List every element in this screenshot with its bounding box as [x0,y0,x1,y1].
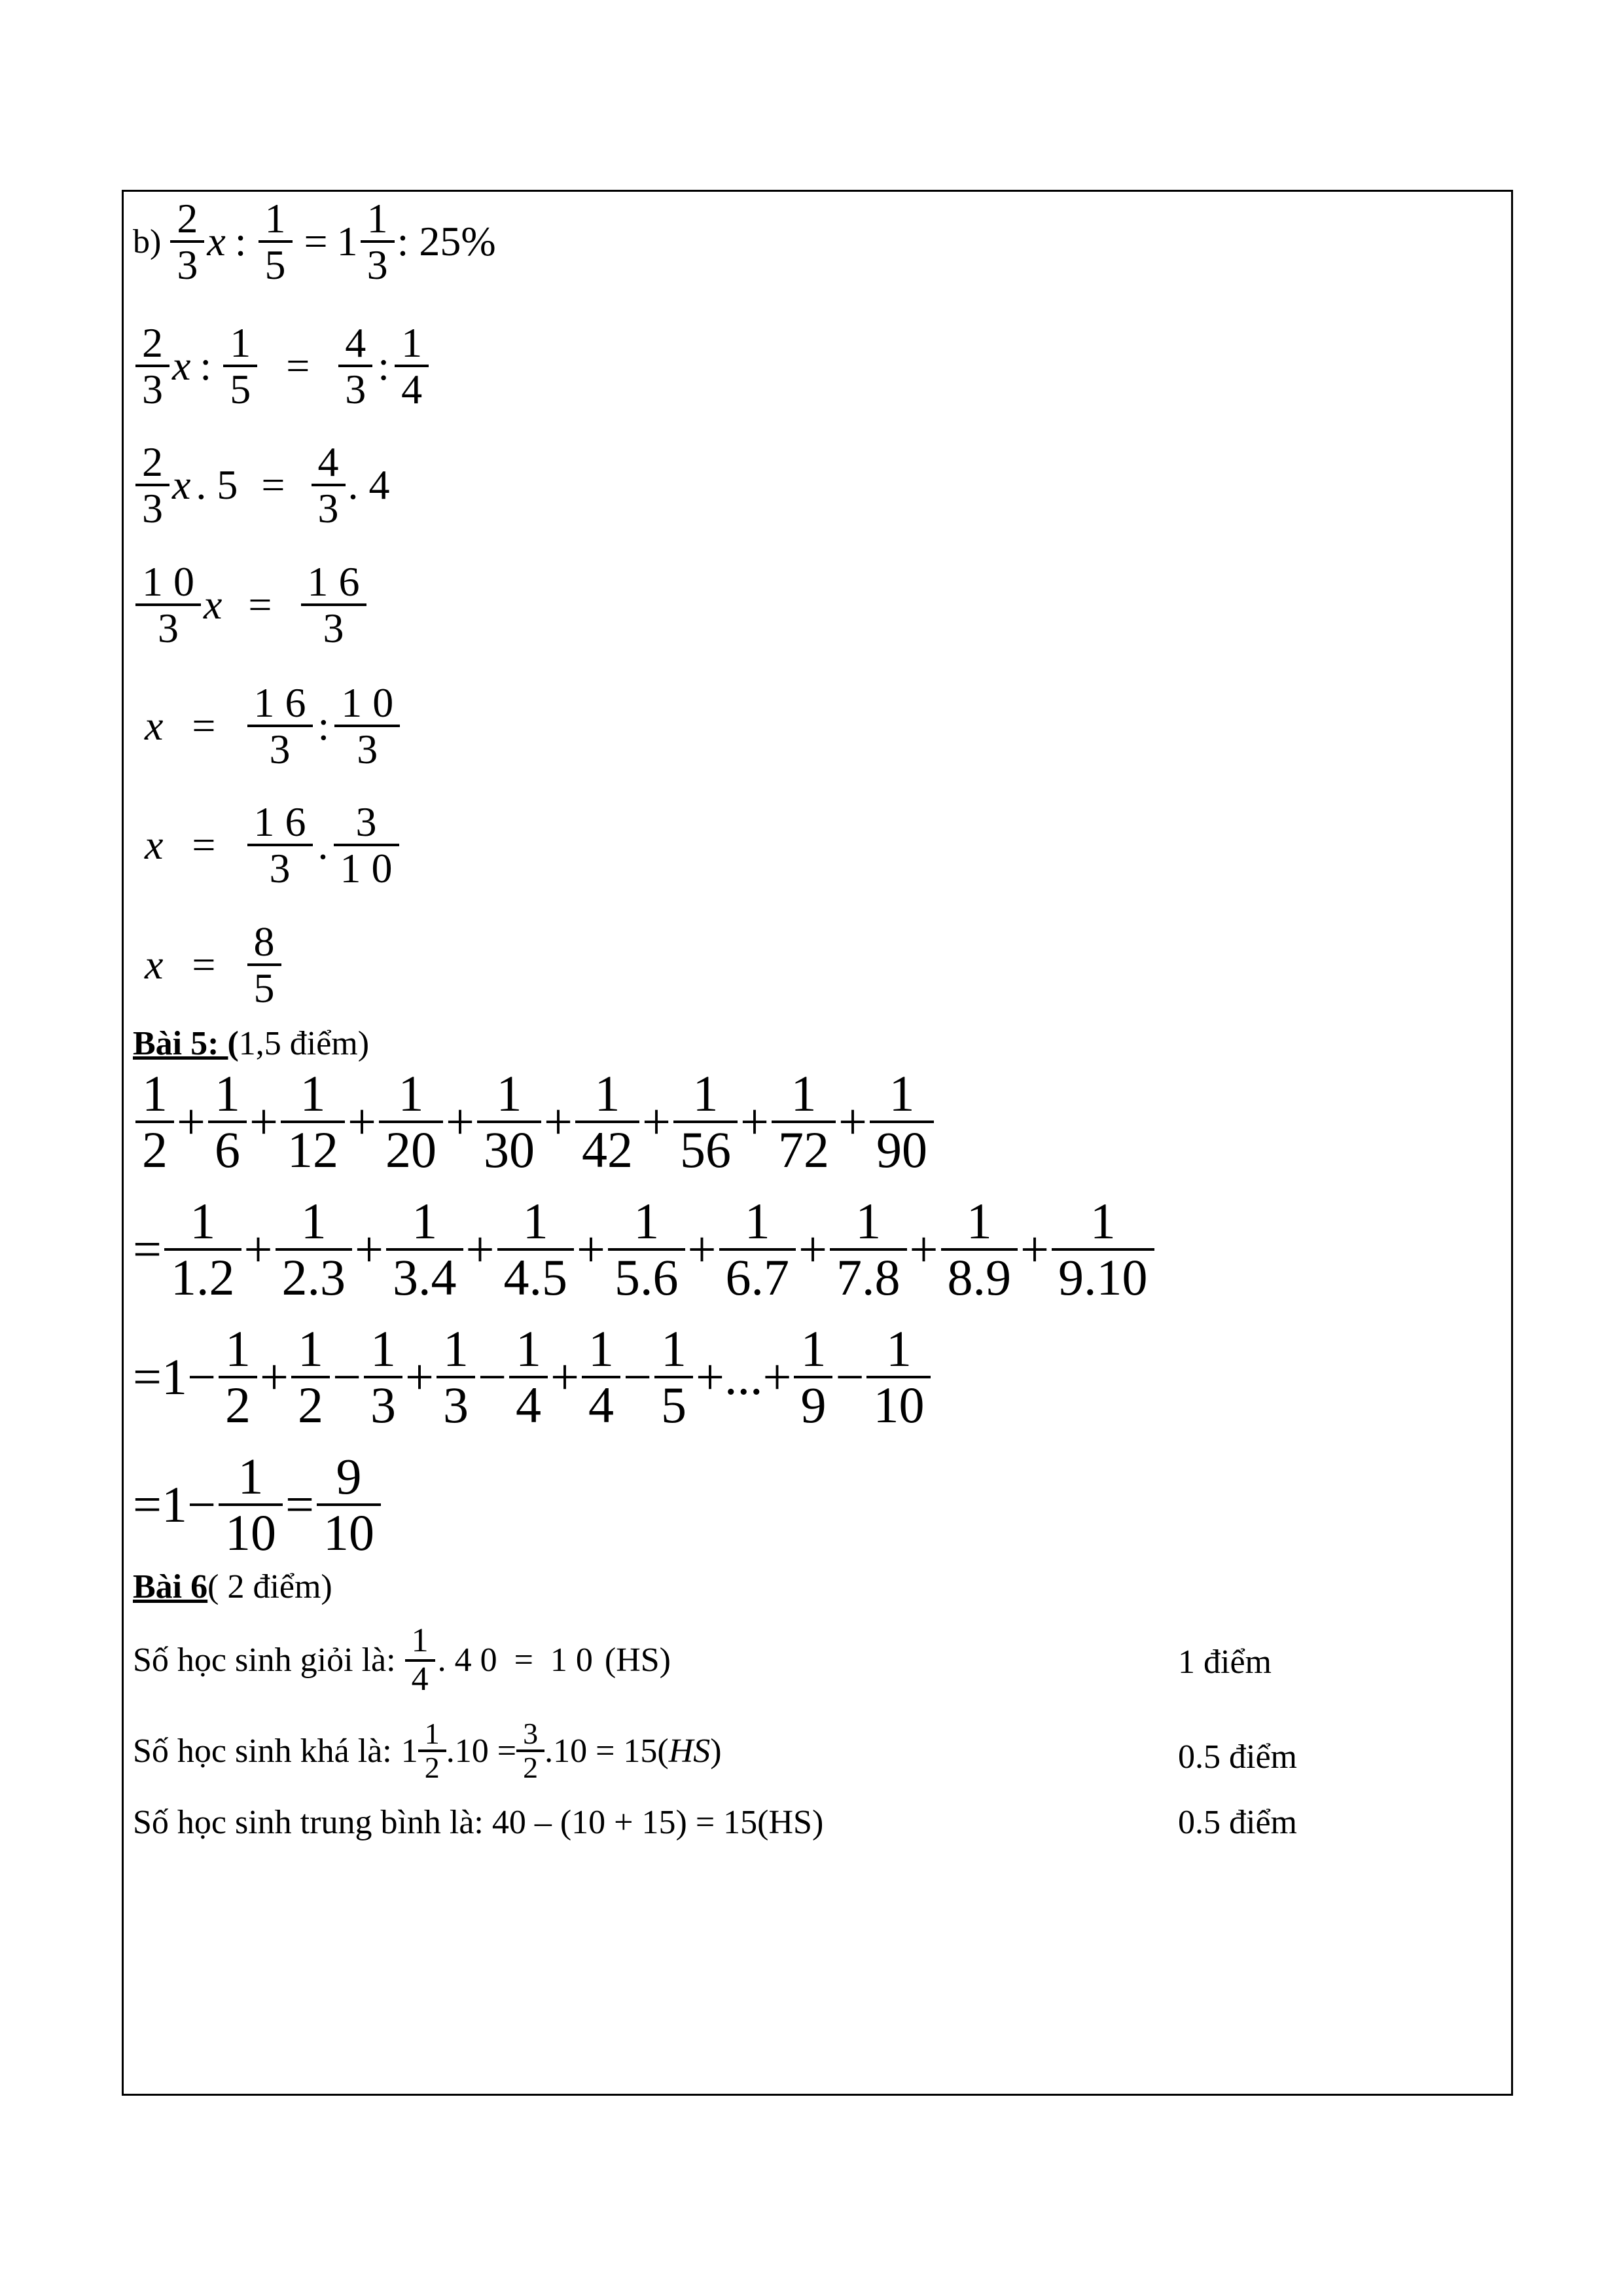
score-kha: 0.5 điểm [1178,1738,1297,1776]
fraction: $\frac{1}{20}$ [379,1067,443,1177]
fraction: $\frac{1}{10}$ [866,1322,931,1432]
fraction: $\frac{1 6}{3}$ [301,560,366,650]
fraction: $\frac{1}{3}$ [361,196,395,287]
lead-term: =1− [133,1475,216,1533]
bai5-row-2: = $\frac{1}{1.2}$ + $\frac{1}{2.3}$ + $\frac{1}{3.4}$ + $\frac{1}{4.5}$ + $\frac{1}{5.6}$ + $\frac{1}{6.7}$ + $\frac{1}{7.8}$ + $\frac{1}{8.9}$ + $\frac{1}{9.10}$ [133,1194,1157,1304]
equation-line-2 [133,321,431,411]
fraction: $\frac{1}{5}$ [654,1322,693,1432]
operator: . [317,821,329,869]
fraction: $\frac{1 6}{3}$ [247,681,313,771]
variable-x: x [172,461,191,509]
fraction: $\frac{8}{5}$ [247,920,281,1010]
operator: : [200,342,212,389]
multiplier: . 5 [196,461,238,509]
kha-line: Số học sinh khá là: 1 $\frac{1}{2}$ .10 = $\frac{3}{2}$ .10 = 15( HS ) [133,1717,722,1785]
fraction: $\frac{1}{5.6}$ [608,1194,685,1304]
fraction: $\frac{1}{2}$ [291,1322,330,1432]
fraction: $\frac{1}{6}$ [208,1067,247,1177]
operator: = [261,461,285,509]
operator: = [192,941,216,988]
fraction: $\frac{1}{4}$ [405,1623,435,1697]
ellipsis: +...+ [695,1348,792,1405]
fraction: $\frac{1}{4}$ [509,1322,548,1432]
lead-term: =1− [133,1348,216,1405]
fraction: $\frac{1}{56}$ [673,1067,738,1177]
fraction: $\frac{4}{3}$ [338,321,372,411]
fraction: $\frac{1}{72}$ [772,1067,836,1177]
variable-x: x [145,702,164,749]
bai5-row-3: =1− $\frac{1}{2}$ + $\frac{1}{2}$ − $\frac{1}{3}$ + $\frac{1}{3}$ − $\frac{1}{4}$ + $\frac{1}{4}$ − $\frac{1}{5}$ +...+ $\frac{1}{9}$ − $\frac{1}{10}$ [133,1322,933,1432]
operator: = [286,342,310,389]
fraction: $\frac{1}{5}$ [223,321,257,411]
tb-line [133,1803,823,1842]
equation-line-4 [133,560,369,650]
kha-expression: .10 = 15( [544,1732,669,1770]
fraction: $\frac{1}{30}$ [477,1067,541,1177]
equation-line-6 [133,800,402,890]
fraction: $\frac{1}{4}$ [395,321,429,411]
variable-x: x [172,342,191,389]
bai5-row-4 [133,1450,383,1560]
fraction: $\frac{1}{7.8}$ [830,1194,907,1304]
gioi-line [133,1623,671,1697]
operator: = [304,218,328,265]
fraction: $\frac{1}{3}$ [364,1322,402,1432]
fraction: $\frac{2}{3}$ [170,196,204,287]
bai6-title: Bài 6 [133,1568,208,1605]
variable-x: x [145,821,164,869]
bai5-title: Bài 5: ( [133,1025,239,1062]
operator: : [378,342,390,389]
tb-label: Số học sinh trung bình là: 40 – (10 + 15) = 15(HS) [133,1804,824,1841]
fraction: $\frac{1}{3.4}$ [386,1194,463,1304]
operator: = [192,821,216,869]
mixed-whole: 1 [401,1732,418,1770]
fraction: $\frac{1}{90}$ [870,1067,934,1177]
fraction: $\frac{1 0}{3}$ [334,681,400,771]
fraction: $\frac{1}{2.3}$ [276,1194,353,1304]
unit: (HS) [604,1641,671,1679]
fraction: $\frac{1}{4}$ [582,1322,620,1432]
operator: = [248,581,272,628]
fraction: $\frac{2}{3}$ [135,440,169,530]
bai5-points: 1,5 điểm) [238,1025,370,1062]
operator: = [285,1475,314,1533]
fraction: $\frac{1}{2}$ [418,1718,446,1784]
score-tb: 0.5 điểm [1178,1804,1297,1841]
fraction: $\frac{1}{12}$ [281,1067,345,1177]
operator: : [234,218,247,265]
gioi-label: Số học sinh giỏi là: [133,1641,396,1679]
fraction: $\frac{1}{42}$ [575,1067,639,1177]
fraction: $\frac{4}{3}$ [312,440,346,530]
fraction: $\frac{3}{2}$ [516,1718,544,1784]
part-label: b) [133,223,162,260]
fraction: $\frac{1}{5}$ [259,196,293,287]
operator: = [192,702,216,749]
bai5-heading [133,1024,369,1063]
fraction: $\frac{3}{1 0}$ [334,800,399,890]
fraction: $\frac{1}{2}$ [219,1322,257,1432]
fraction: $\frac{1}{10}$ [219,1450,283,1560]
bai5-row-1: $\frac{1}{2}$ + $\frac{1}{6}$ + $\frac{1}{12}$ + $\frac{1}{20}$ + $\frac{1}{30}$ + $\frac{1}{42}$ + $\frac{1}{56}$ + $\frac{1}{72}$ + $\frac{1}{90}$ [133,1067,936,1177]
fraction: $\frac{1}{2}$ [135,1067,174,1177]
fraction: $\frac{1}{4.5}$ [497,1194,575,1304]
unit: HS [668,1732,711,1770]
fraction: $\frac{1}{6.7}$ [719,1194,796,1304]
operator: : [317,702,330,749]
fraction: $\frac{1 0}{3}$ [135,560,201,650]
kha-label: Số học sinh khá là: [133,1732,392,1770]
bai6-heading [133,1568,332,1606]
fraction: $\frac{9}{10}$ [317,1450,381,1560]
fraction: $\frac{1}{1.2}$ [164,1194,241,1304]
percent-term: : 25% [397,218,496,265]
fraction: $\frac{1}{3}$ [437,1322,475,1432]
variable-x: x [207,218,226,265]
score-gioi: 1 điểm [1178,1643,1272,1681]
equation-line-7 [133,920,284,1010]
fraction: $\frac{1}{9}$ [794,1322,832,1432]
equation-line-1 [133,196,496,287]
equation-line-5 [133,681,402,771]
fraction: $\frac{1}{9.10}$ [1052,1194,1154,1304]
variable-x: x [204,581,223,628]
fraction: $\frac{2}{3}$ [135,321,169,411]
variable-x: x [145,941,164,988]
multiplier: . 4 [348,461,390,509]
fraction: $\frac{1}{8.9}$ [941,1194,1018,1304]
fraction: $\frac{1 6}{3}$ [247,800,313,890]
equation-line-3 [133,440,390,530]
mixed-whole: 1 [336,218,358,265]
kha-expression: .10 = [446,1732,517,1770]
gioi-expression: . 4 0 = 1 0 [437,1641,593,1679]
bai6-points: ( 2 điểm) [207,1568,332,1605]
